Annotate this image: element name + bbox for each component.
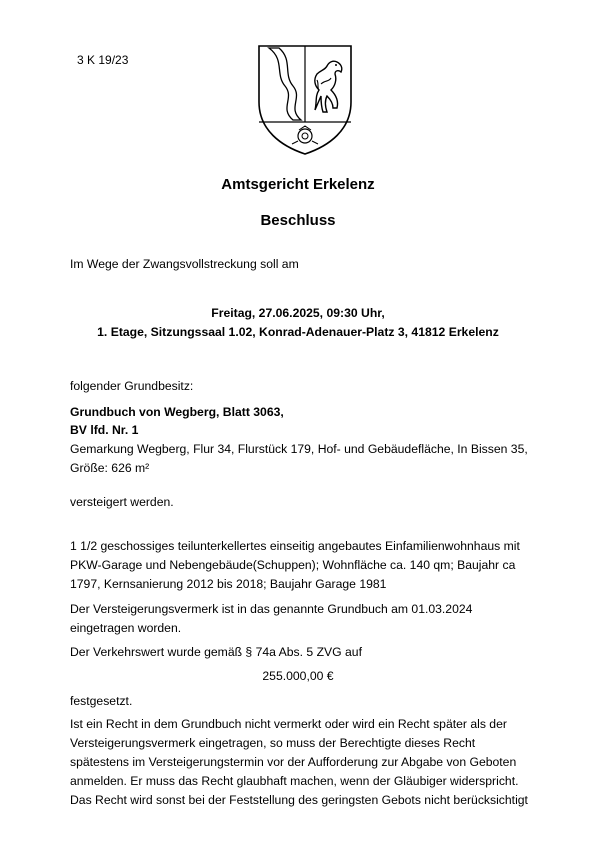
property-label: folgender Grundbesitz: (70, 379, 194, 393)
land-register: Grundbuch von Wegberg, Blatt 3063, (70, 405, 284, 419)
hearing-date: Freitag, 27.06.2025, 09:30 Uhr, (211, 306, 385, 320)
inventory-number: BV lfd. Nr. 1 (70, 423, 139, 437)
fixed-statement: festgesetzt. (70, 694, 133, 708)
parcel-description-line-1: Gemarkung Wegberg, Flur 34, Flurstück 179, Hof- und Gebäudefläche, In Bissen 35, (70, 442, 528, 456)
rights-notice-line-2: Versteigerungsvermerk eingetragen, so muss der Berechtigte dieses Recht (70, 736, 476, 750)
property-description-line-3: 1797, Kernsanierung 2012 bis 2018; Baujahr Garage 1981 (70, 577, 387, 591)
parcel-description-line-2: Größe: 626 m² (70, 461, 150, 475)
property-description-line-1: 1 1/2 geschossiges teilunterkellertes einseitig angebautes Einfamilienwohnhaus mit (70, 539, 520, 553)
nrw-coat-of-arms-icon (255, 40, 355, 156)
court-name: Amtsgericht Erkelenz (221, 176, 375, 193)
rights-notice-line-3: spätestens im Versteigerungstermin vor der Aufforderung zur Abgabe von Geboten (70, 755, 517, 769)
auction-statement: versteigert werden. (70, 495, 174, 509)
hearing-location: 1. Etage, Sitzungssaal 1.02, Konrad-Adenauer-Platz 3, 41812 Erkelenz (97, 325, 499, 339)
market-value: 255.000,00 € (262, 669, 334, 683)
case-number: 3 K 19/23 (77, 53, 129, 67)
rights-notice-line-5: Das Recht wird sonst bei der Feststellung des geringsten Gebots nicht berücksichtigt (70, 793, 528, 807)
property-description-line-2: PKW-Garage und Nebengebäude(Schuppen); Wohnfläche ca. 140 qm; Baujahr ca (70, 558, 516, 572)
rights-notice-line-1: Ist ein Recht in dem Grundbuch nicht vermerkt oder wird ein Recht später als der (70, 717, 507, 731)
registration-note-line-2: eingetragen worden. (70, 621, 182, 635)
intro-text: Im Wege der Zwangsvollstreckung soll am (70, 257, 299, 271)
registration-note-line-1: Der Versteigerungsvermerk ist in das genannte Grundbuch am 01.03.2024 (70, 602, 473, 616)
document-title: Beschluss (260, 212, 336, 229)
market-value-intro: Der Verkehrswert wurde gemäß § 74a Abs. 5 ZVG auf (70, 645, 362, 659)
rights-notice-line-4: anmelden. Er muss das Recht glaubhaft machen, wenn der Gläubiger widerspricht. (70, 774, 519, 788)
